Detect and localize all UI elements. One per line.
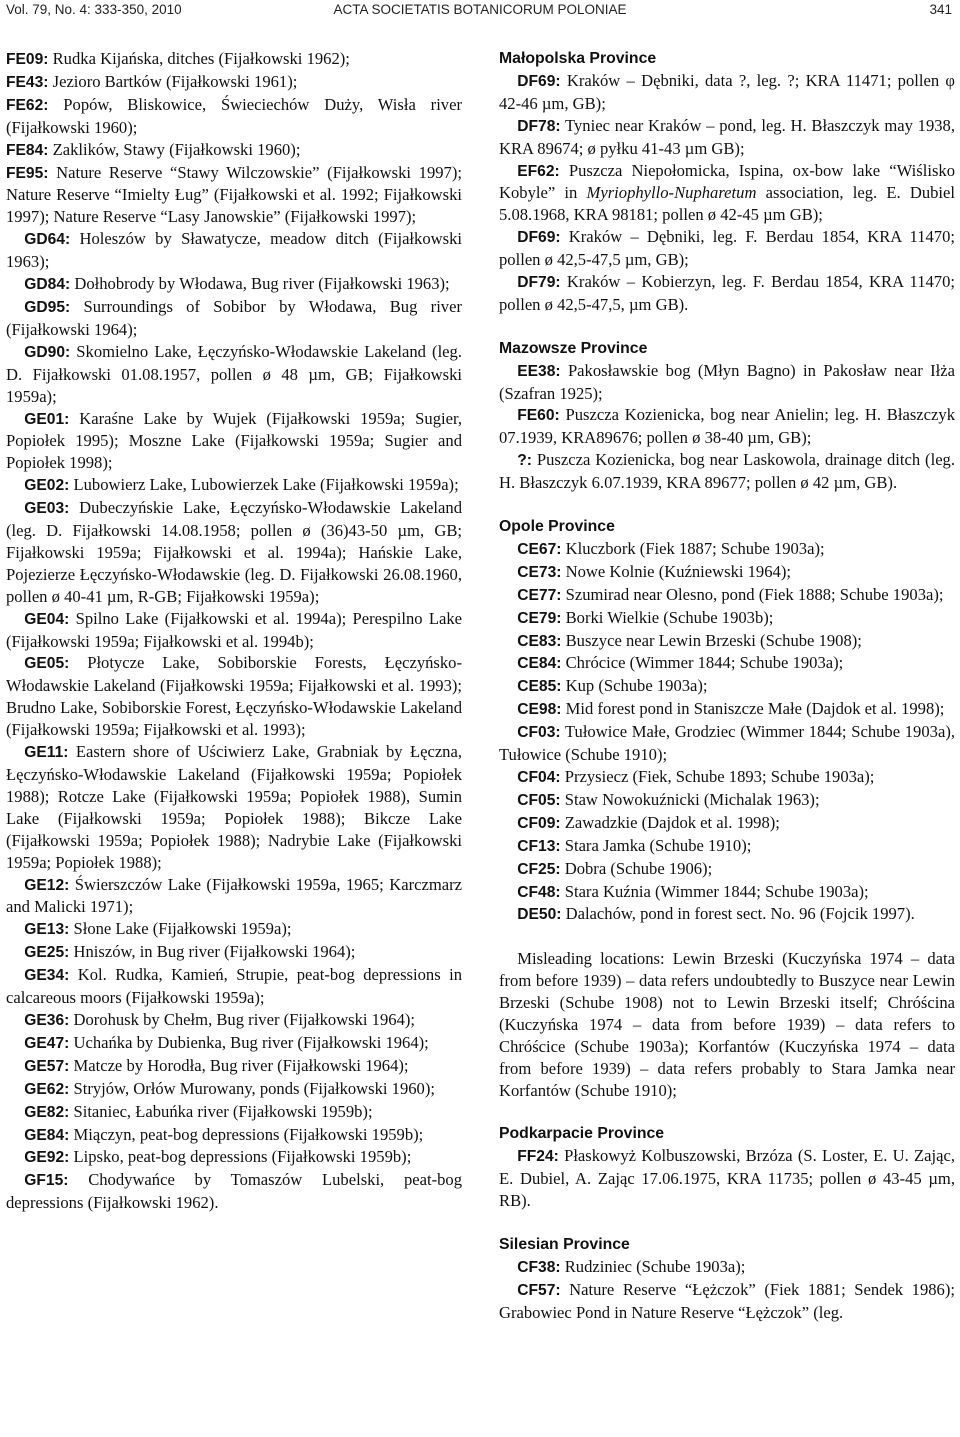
locality-text: Jezioro Bartków (Fijałkowski 1961);	[48, 71, 298, 91]
locality-entry	[499, 1145, 955, 1212]
locality-text: Kraków – Dębniki, leg. F. Berdau 1854, KRA 11470; pollen ø 42,5-47,5 µm, GB);	[499, 227, 955, 270]
locality-entry	[499, 607, 955, 630]
locality-text: Tyniec near Kraków – pond, leg. H. Błaszczyk may 1938, KRA 89674; ø pyłku 41-43 µm GB);	[499, 115, 955, 158]
locality-text: Miączyn, peat-bog depressions (Fijałkowski 1959b);	[69, 1124, 424, 1144]
locality-entry	[499, 630, 955, 653]
grid-square-code: CF48:	[517, 883, 561, 901]
locality-text: Uchańka by Dubienka, Bug river (Fijałkowski 1964);	[69, 1032, 429, 1052]
locality-text: Kraków – Dębniki, data ?, leg. ?; KRA 11471; pollen φ 42-46 µm, GB);	[499, 70, 955, 113]
locality-entry	[499, 115, 955, 160]
locality-text: Rudka Kijańska, ditches (Fijałkowski 1962);	[48, 49, 350, 68]
locality-entry	[499, 226, 955, 271]
locality-text: Kol. Rudka, Kamień, Strupie, peat-bog depressions in calcareous moors (Fijałkowski 1959a);	[6, 965, 462, 1008]
grid-square-code: DE50:	[517, 906, 562, 924]
left-column	[6, 48, 462, 1214]
locality-entry	[6, 273, 462, 296]
grid-square-code: GE84:	[24, 1126, 70, 1144]
mazowsze-list	[499, 360, 955, 494]
grid-square-code: ?:	[517, 452, 532, 470]
locality-text: Karaśne Lake by Wujek (Fijałkowski 1959a; Sugier, Popiołek 1995); Moszne Lake (Fijałkowski 1959a; Sugier and Popiołek 1998);	[6, 408, 462, 473]
locality-text: Borki Wielkie (Schube 1903b);	[561, 607, 774, 627]
grid-square-code: GE02:	[24, 477, 70, 495]
locality-entry	[499, 903, 955, 926]
locality-text: Hniszów, in Bug river (Fijałkowski 1964);	[69, 942, 356, 962]
grid-square-code: CE73:	[517, 563, 562, 581]
grid-square-code: CE98:	[517, 701, 562, 719]
grid-square-code: FE60:	[517, 407, 560, 425]
locality-text: Dorohusk by Chełm, Bug river (Fijałkowski 1964);	[69, 1009, 416, 1029]
locality-text: Eastern shore of Uściwierz Lake, Grabniak by Łęczna, Łęczyńsko-Włodawskie Lakeland (Fijałkowski 1959a; Popiołek 1988); Rotcze Lake (Fijałkowski 1959a; Popiołek 1988), Sumin Lake (Fijałkowski 1959a; Popiołek 1988); Bikcze Lake (Fijałkowski 1959a; Popiołek 1988); Nadrybie Lake (Fijałkowski 1959a; Popiołek 1988);	[6, 742, 462, 872]
locality-text: Popów, Bliskowice, Świeciechów Duży, Wisła river (Fijałkowski 1960);	[6, 94, 462, 137]
locality-text: Lubowierz Lake, Lubowierzek Lake (Fijałkowski 1959a);	[69, 475, 459, 495]
locality-entry	[6, 71, 462, 94]
association-name: Myriophyllo-Nupharetum	[586, 183, 757, 203]
grid-square-code: CE83:	[517, 632, 562, 650]
locality-text: Kluczbork (Fiek 1887; Schube 1903a);	[561, 538, 825, 558]
locality-entry	[6, 474, 462, 497]
locality-text: Przysiecz (Fiek, Schube 1893; Schube 1903a);	[560, 766, 875, 786]
section-heading-silesian: Silesian Province	[499, 1235, 630, 1253]
locality-entry	[6, 408, 462, 475]
locality-entry	[6, 918, 462, 941]
locality-text-continued: association, leg. E. Dubiel 5.08.1968, KRA 98181; pollen ø 42-45 µm GB);	[499, 183, 956, 225]
paragraph-gap	[499, 926, 955, 948]
grid-square-code: FE95:	[6, 164, 49, 182]
locality-text: Dubeczyńskie Lake, Łęczyńsko-Włodawskie Lakeland (leg. D. Fijałkowski 14.08.1958; pollen ø (36)43-50 µm, GB; Fijałkowski 1959a; Fijałkowski et al. 1994a); Hańskie Lake, Pojezierze Łęczyńsko-Włodawskie (leg. D. Fijałkowski 26.08.1960, pollen ø 40-41 µm, R-GB; Fijałkowski 1959a);	[6, 498, 462, 606]
locality-entry	[6, 139, 462, 162]
grid-square-code: GE05:	[24, 655, 70, 673]
grid-square-code: CF09:	[517, 814, 561, 832]
grid-square-code: DF78:	[517, 117, 561, 135]
locality-entry	[499, 812, 955, 835]
locality-text: Dobra (Schube 1906);	[560, 858, 713, 878]
locality-entry	[6, 874, 462, 919]
locality-text: Nature Reserve “Łężczok” (Fiek 1881; Sendek 1986); Grabowiec Pond in Nature Reserve “Łężczok” (leg.	[499, 1279, 955, 1322]
locality-text: Lipsko, peat-bog depressions (Fijałkowski 1959b);	[69, 1147, 412, 1167]
locality-text: Dołhobrody by Włodawa, Bug river (Fijałkowski 1963);	[70, 274, 450, 294]
locality-text: Puszcza Niepołomicka, Ispina, ox-bow lake “Wiślisko Kobyle” in	[499, 160, 955, 203]
running-header	[0, 0, 960, 22]
grid-square-code: CE67:	[517, 540, 562, 558]
grid-square-code: GE25:	[24, 944, 70, 962]
grid-square-code: EE38:	[517, 362, 561, 380]
locality-entry	[499, 858, 955, 881]
locality-text: Kup (Schube 1903a);	[561, 676, 708, 696]
malopolska-list	[499, 70, 955, 316]
locality-entry	[499, 789, 955, 812]
grid-square-code: FE43:	[6, 73, 49, 91]
locality-entry	[6, 497, 462, 608]
locality-text: Mid forest pond in Staniszcze Małe (Dajdok et al. 1998);	[561, 699, 945, 719]
misleading-locations-paragraph: Misleading locations: Lewin Brzeski (Kuczyńska 1974 – data from before 1939) – data refers undoubtedly to Buszyce near Lewin Brzeski (Schube 1908) not to Lewin Brzeski itself; Chróścina (Kuczyńska 1974 – data from before 1939) – data refers to Chróścice (Schube 1903a); Korfantów (Kuczyńska 1974 – data from before 1939) – data refers probably to Stara Jamka near Korfantów (Schube 1910);	[499, 949, 955, 1100]
grid-square-code: GE82:	[24, 1103, 70, 1121]
locality-text: Buszyce near Lewin Brzeski (Schube 1908);	[561, 630, 862, 650]
locality-entry	[6, 48, 462, 71]
locality-entry	[6, 964, 462, 1009]
locality-text: Kraków – Kobierzyn, leg. F. Berdau 1854, KRA 11470; pollen ø 42,5-47,5, µm GB).	[499, 272, 955, 314]
grid-square-code: CF03:	[517, 724, 561, 742]
grid-square-code: GE62:	[24, 1080, 70, 1098]
locality-text: Stara Jamka (Schube 1910);	[560, 835, 752, 855]
page-number: 341	[929, 2, 952, 17]
locality-entry	[6, 1146, 462, 1169]
right-column	[499, 48, 955, 1324]
grid-square-code: CE77:	[517, 586, 562, 604]
journal-title: ACTA SOCIETATIS BOTANICORUM POLONIAE	[333, 2, 627, 17]
podkarpacie-list	[499, 1145, 955, 1212]
grid-square-code: GF15:	[24, 1172, 69, 1190]
locality-entry	[6, 1055, 462, 1078]
grid-square-code: CF38:	[517, 1258, 561, 1276]
grid-square-code: GE13:	[24, 921, 70, 939]
opole-list	[499, 538, 955, 926]
locality-text: Sitaniec, Łabuńka river (Fijałkowski 1959b);	[69, 1101, 373, 1121]
section-heading-podkarpacie: Podkarpacie Province	[499, 1125, 665, 1143]
grid-square-code: GD95:	[24, 298, 71, 316]
grid-square-code: DF69:	[517, 72, 561, 90]
locality-text: Stryjów, Orłów Murowany, ponds (Fijałkowski 1960);	[69, 1078, 435, 1098]
locality-text: Dalachów, pond in forest sect. No. 96 (Fojcik 1997).	[561, 904, 915, 924]
silesian-list	[499, 1256, 955, 1324]
grid-square-code: CE85:	[517, 678, 562, 696]
locality-entry	[6, 1124, 462, 1147]
grid-square-code: DF69:	[517, 229, 561, 247]
grid-square-code: GD84:	[24, 276, 71, 294]
grid-square-code: FE09:	[6, 51, 49, 68]
locality-entry	[499, 160, 955, 227]
locality-text: Zawadzkie (Dajdok et al. 1998);	[560, 812, 780, 832]
grid-square-code: GE57:	[24, 1057, 70, 1075]
locality-entry	[499, 1279, 955, 1324]
grid-square-code: CE79:	[517, 609, 562, 627]
locality-text: Szumirad near Olesno, pond (Fiek 1888; Schube 1903a);	[561, 584, 944, 604]
locality-entry	[499, 584, 955, 607]
grid-square-code: CF57:	[517, 1281, 561, 1299]
locality-entry	[6, 1169, 462, 1214]
grid-square-code: GE04:	[24, 610, 70, 628]
locality-text: Nature Reserve “Stawy Wilczowskie” (Fijałkowski 1997); Nature Reserve “Imielty Ług” (Fijałkowski et al. 1992; Fijałkowski 1997); Nature Reserve “Lasy Janowskie” (Fijałkowski 1997);	[6, 162, 462, 227]
locality-entry	[6, 296, 462, 341]
grid-square-code: EF62:	[517, 162, 560, 180]
locality-entry	[6, 741, 462, 873]
grid-square-code: GE36:	[24, 1011, 70, 1029]
grid-square-code: GE11:	[24, 744, 69, 762]
locality-text: Chodywańce by Tomaszów Lubelski, peat-bog depressions (Fijałkowski 1962).	[6, 1170, 462, 1213]
locality-entry	[6, 941, 462, 964]
locality-entry	[6, 608, 462, 653]
grid-square-code: GE03:	[24, 500, 70, 518]
locality-entry	[6, 162, 462, 229]
locality-entry	[499, 652, 955, 675]
locality-text: Tułowice Małe, Grodziec (Wimmer 1844; Schube 1903a), Tułowice (Schube 1910);	[499, 722, 955, 765]
grid-square-code: GE47:	[24, 1034, 70, 1052]
locality-entry	[499, 675, 955, 698]
locality-entry	[6, 228, 462, 273]
grid-square-code: GE01:	[24, 410, 70, 428]
locality-text: Puszcza Kozienicka, bog near Anielin; leg. H. Błaszczyk 07.1939, KRA89676; pollen ø 38-40 µm, GB);	[499, 405, 955, 448]
locality-text: Płaskowyż Kolbuszowski, Brzóza (S. Loster, E. U. Zając, E. Dubiel, A. Zając 17.06.1975, KRA 11735; pollen ø 43-45 µm, RB).	[499, 1146, 955, 1211]
locality-entry	[499, 561, 955, 584]
locality-entry	[499, 835, 955, 858]
grid-square-code: CF25:	[517, 860, 561, 878]
locality-entry	[499, 271, 955, 316]
locality-entry	[499, 721, 955, 766]
locality-text: Chrócice (Wimmer 1844; Schube 1903a);	[561, 653, 844, 673]
locality-entry	[6, 1101, 462, 1124]
locality-text: Zaklików, Stawy (Fijałkowski 1960);	[48, 139, 301, 159]
locality-entry	[499, 449, 955, 494]
locality-entry	[6, 94, 462, 139]
locality-entry	[6, 1078, 462, 1101]
locality-entry	[6, 652, 462, 741]
locality-text: Surroundings of Sobibor by Włodawa, Bug river (Fijałkowski 1964);	[6, 296, 462, 339]
locality-entry	[6, 1009, 462, 1032]
locality-entry	[499, 698, 955, 721]
grid-square-code: GE12:	[24, 876, 70, 894]
section-heading-malopolska: Małopolska Province	[499, 50, 657, 67]
locality-text: Świerszczów Lake (Fijałkowski 1959a, 1965; Karczmarz and Malicki 1971);	[6, 874, 462, 917]
locality-text: Pakosławskie bog (Młyn Bagno) in Pakosław near Iłża (Szafran 1925);	[499, 360, 955, 403]
grid-square-code: FF24:	[517, 1148, 559, 1166]
section-heading-opole: Opole Province	[499, 518, 615, 535]
grid-square-code: CF05:	[517, 791, 561, 809]
locality-entry	[499, 1256, 955, 1279]
grid-square-code: FE62:	[6, 96, 49, 114]
locality-text: Stara Kuźnia (Wimmer 1844; Schube 1903a);	[560, 881, 869, 901]
locality-entry	[499, 404, 955, 449]
locality-entry	[499, 70, 955, 115]
locality-text: Skomielno Lake, Łęczyńsko-Włodawskie Lakeland (leg. D. Fijałkowski 01.08.1957, pollen ø 48 µm, GB; Fijałkowski 1959a);	[6, 341, 462, 406]
section-heading-mazowsze: Mazowsze Province	[499, 339, 648, 357]
locality-text: Rudziniec (Schube 1903a);	[560, 1256, 746, 1276]
grid-square-code: DF79:	[517, 274, 561, 292]
grid-square-code: CF13:	[517, 837, 561, 855]
volume-info: Vol. 79, No. 4: 333-350, 2010	[6, 2, 182, 17]
grid-square-code: CE84:	[517, 655, 562, 673]
grid-square-code: CF04:	[517, 768, 561, 786]
locality-text: Spilno Lake (Fijałkowski et al. 1994a); Perespilno Lake (Fijałkowski 1959a; Fijałkowski et al. 1994b);	[6, 608, 462, 651]
locality-entry	[499, 766, 955, 789]
grid-square-code: FE84:	[6, 141, 49, 159]
locality-text: Płotycze Lake, Sobiborskie Forests, Łęczyńsko-Włodawskie Lakeland (Fijałkowski 1959a; Fijałkowski et al. 1993); Brudno Lake, Sobiborskie Forest, Łęczyńsko-Włodawskie Lakeland (Fijałkowski 1959a; Fijałkowski et al. 1993);	[6, 653, 462, 740]
locality-text: Holeszów by Sławatycze, meadow ditch (Fijałkowski 1963);	[6, 229, 462, 272]
locality-entry	[6, 341, 462, 408]
locality-text: Nowe Kolnie (Kuźniewski 1964);	[561, 561, 791, 581]
grid-square-code: GE92:	[24, 1149, 70, 1167]
locality-text: Słone Lake (Fijałkowski 1959a);	[69, 919, 292, 939]
locality-text: Staw Nowokuźnicki (Michalak 1963);	[560, 789, 820, 809]
locality-entry	[499, 538, 955, 561]
locality-text: Puszcza Kozienicka, bog near Laskowola, drainage ditch (leg. H. Błaszczyk 6.07.1939, KRA 89677; pollen ø 42 µm, GB).	[499, 450, 955, 493]
locality-entry	[499, 360, 955, 405]
grid-square-code: GE34:	[24, 967, 70, 985]
locality-entry	[499, 881, 955, 904]
grid-square-code: GD90:	[24, 343, 71, 361]
locality-text: Matcze by Horodła, Bug river (Fijałkowski 1964);	[69, 1055, 409, 1075]
grid-square-code: GD64:	[24, 231, 71, 249]
locality-entry	[6, 1032, 462, 1055]
